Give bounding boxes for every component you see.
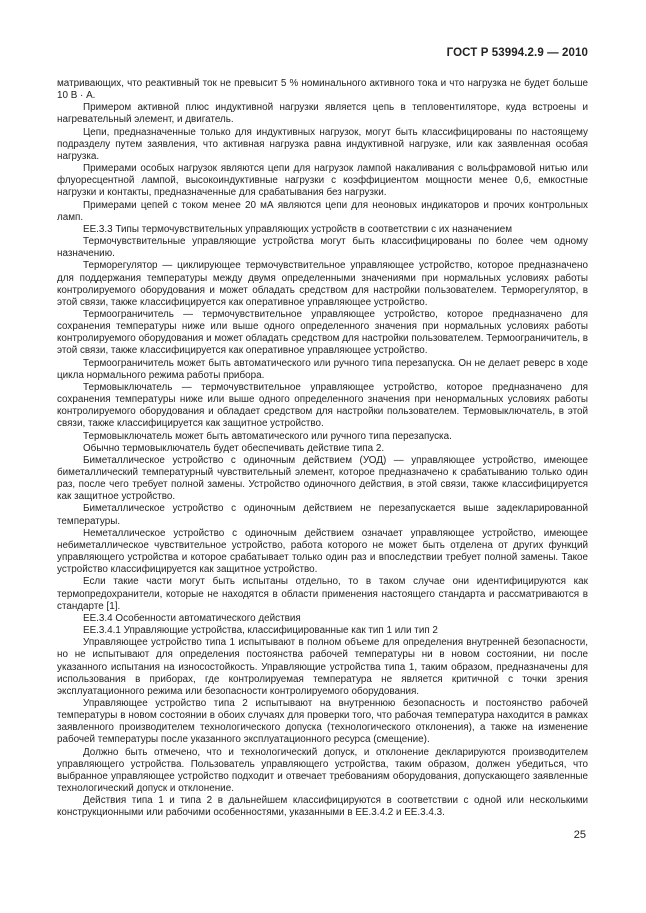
paragraph: Примером активной плюс индуктивной нагрузки является цепь в тепловентиляторе, куда встроены и нагревательный элемент, и двигатель. xyxy=(57,102,588,126)
paragraph: ЕЕ.3.4 Особенности автоматического действия xyxy=(83,612,301,624)
paragraph: Действия типа 1 и типа 2 в дальнейшем классифицируются в соответствии с одной или несколькими конструкционными или рабочими особенностями, указанными в ЕЕ.3.4.2 и ЕЕ.3.4.3. xyxy=(57,795,588,819)
paragraph: Неметаллическое устройство с одиночным действием означает управляющее устройство, имеющее небиметаллическое чувствительное устройство, работа которого не может быть отделена от других функций управляющего устройства и которое срабатывает только один раз и впоследствии требует полной замены. Такое устройство классифицируется как защитное устройство. xyxy=(57,527,588,576)
paragraph: ЕЕ.3.3 Типы термочувствительных управляющих устройств в соответствии с их назначением xyxy=(83,223,513,235)
paragraph: Обычно термовыключатель будет обеспечивать действие типа 2. xyxy=(83,442,385,454)
paragraph: Должно быть отмечено, что и технологический допуск, и отклонение декларируются производителем управляющего устройства. Пользователь управляющего устройства, таким образом, должен убедиться, что выбранное управляющее устройство подходит и отвечает требованиям оборудования, допускающего заявленные технологический допуск и отклонение. xyxy=(57,746,588,795)
paragraph: Термоограничитель может быть автоматического или ручного типа перезапуска. Он не делает реверс в ходе цикла нормального режима работы прибора. xyxy=(57,357,588,381)
paragraph: Примерами цепей с током менее 20 мА являются цепи для неоновых индикаторов и прочих контрольных ламп. xyxy=(57,199,588,223)
paragraph: ЕЕ.3.4.1 Управляющие устройства, классифицированные как тип 1 или тип 2 xyxy=(83,625,438,637)
paragraph: Управляющее устройство типа 1 испытывают в полном объеме для определения внутренней безопасности, но не испытывают для определения постоянства рабочей температуры ни в новом состоянии, ни после указанного испытания на износостойкость. Управляющие устройства типа 1, таким образом, предназначены для использования в приборах, где контролируемая температура не является критичной с точки зрения эксплуатационного режима или безопасности контролируемого оборудования. xyxy=(57,637,588,697)
paragraph: Термочувствительные управляющие устройства могут быть классифицированы по более чем одному назначению. xyxy=(57,236,588,260)
paragraph: Если такие части могут быть испытаны отдельно, то в таком случае они идентифицируются как термопредохранители, которые не находятся в области применения настоящего стандарта и рассматриваются в стандарте [1]. xyxy=(57,576,588,612)
paragraph: Термовыключатель — термочувствительное управляющее устройство, которое предназначено для сохранения температуры ниже или выше одного определенного значения при ненормальных условиях работы контролируемого оборудования и обладает средством для настройки пользователем. Термовыключатель, в этой связи, также классифицируется как защитное устройство. xyxy=(57,381,588,430)
paragraph: Биметаллическое устройство с одиночным действием не перезапускается выше задекларированной температуры. xyxy=(57,503,588,527)
paragraph: Примерами особых нагрузок являются цепи для нагрузок лампой накаливания с вольфрамовой нитью или флуоресцентной лампой, высокоиндуктивные нагрузки с коэффициентом мощности менее 0,6, емкостные нагрузки и контакты, предназначенные для срабатывания без нагрузки. xyxy=(57,163,588,199)
paragraph: матривающих, что реактивный ток не превысит 5 % номинального активного тока и что нагрузка не будет больше 10 В · А. xyxy=(57,78,588,102)
paragraph: Терморегулятор — циклирующее термочувствительное управляющее устройство, которое предназначено для поддержания температуры между двумя определенными значениями при нормальных условиях работы контролируемого оборудования и может обладать средством для настройки пользователем. Терморегулятор, в этой связи, также классифицируется как оперативное управляющее устройство. xyxy=(57,260,588,308)
paragraph: Термовыключатель может быть автоматического или ручного типа перезапуска. xyxy=(83,430,452,442)
document-body xyxy=(57,78,588,820)
page-number: 25 xyxy=(573,829,586,841)
paragraph: Биметаллическое устройство с одиночным действием (УОД) — управляющее устройство, имеющее биметаллический температурный чувствительный элемент, которое предназначено к срабатыванию только один раз, после чего требует полной замены. Устройство одиночного действия, в этой связи, также классифицируется как защитное устройство. xyxy=(57,454,588,503)
paragraph: Термоограничитель — термочувствительное управляющее устройство, которое предназначено для сохранения температуры ниже или выше одного определенного значения при нормальных условиях работы контролируемого оборудования и может обладать средством для настройки пользователем. Термоограничитель, в этой связи, также классифицируется как оперативное управляющее устройство. xyxy=(57,308,588,357)
paragraph: Цепи, предназначенные только для индуктивных нагрузок, могут быть классифицированы по настоящему подразделу путем заявления, что активная нагрузка равна индуктивной нагрузке, или как заявленная особая нагрузка. xyxy=(57,126,588,162)
paragraph: Управляющее устройство типа 2 испытывают на внутреннюю безопасность и постоянство рабочей температуры в новом состоянии в обоих случаях для проверки того, что рабочая температура находится в рамках заявленного производителем технологического допуска (технологического отклонения), а также на изменение рабочей температуры после указанного эксплуатационного ресурса (смещение). xyxy=(57,697,588,746)
standard-header: ГОСТ Р 53994.2.9 — 2010 xyxy=(446,47,588,59)
